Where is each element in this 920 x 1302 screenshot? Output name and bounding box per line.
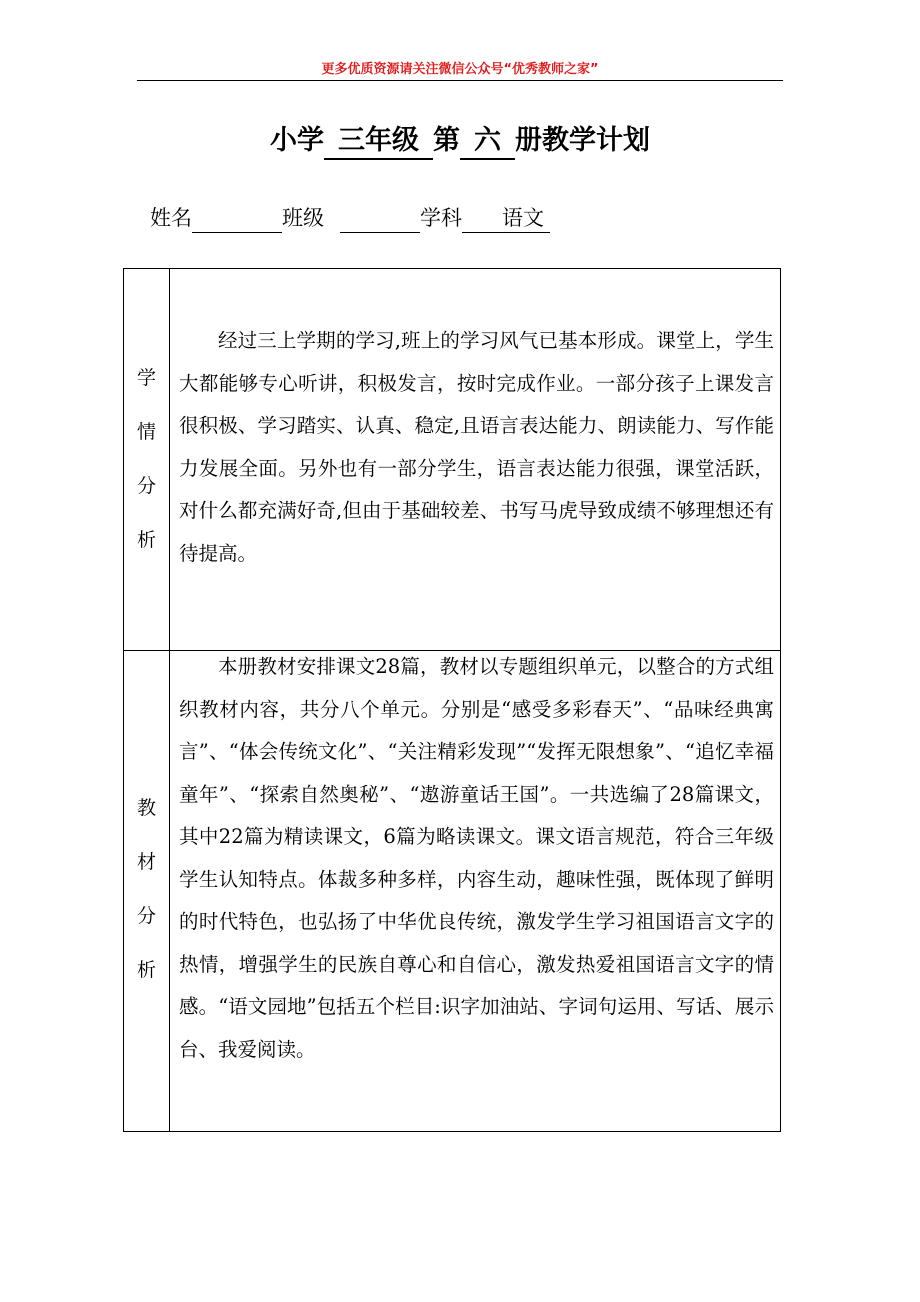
table-column-divider (169, 269, 170, 1131)
textbook-analysis-text: 本册教材安排课文28篇，教材以专题组织单元，以整合的方式组织教材内容，共分八个单元。分别是“感受多彩春天”、“品味经典寓言”、“体会传统文化”、“关注精彩发现”“发挥无限想象”、“追忆幸福童年”、“探索自然奥秘”、“遨游童话王国”。一共选编了28篇课文，其中22篇为精读课文，6篇为略读课文。课文语言规范，符合三年级学生认知特点。体裁多种多样，内容生动，趣味性强，既体现了鲜明的时代特色，也弘扬了中华优良传统，激发学生学习祖国语言文字的热情，增强学生的民族自尊心和自信心，激发热爱祖国语言文字的情感。“语文园地”包括五个栏目:识字加油站、字词句运用、写话、展示台、我爱阅读。 (179, 655, 774, 1061)
subject-label: 学科 (420, 206, 462, 230)
class-field[interactable] (340, 206, 420, 233)
subject-field[interactable]: 语文 (462, 204, 550, 233)
section-label-student-analysis: 学 情 分 析 (136, 367, 156, 551)
title-volume: 六 (460, 124, 515, 160)
title-prefix: 小学 (270, 125, 324, 156)
section-label-textbook-analysis: 教 材 分 析 (136, 797, 156, 981)
class-label: 班级 (282, 206, 324, 230)
page-title (0, 118, 920, 160)
header-divider (137, 80, 783, 81)
name-field[interactable] (192, 206, 282, 233)
header-promo-note: 更多优质资源请关注微信公众号“优秀教师之家” (321, 62, 599, 77)
info-line (150, 202, 550, 233)
title-grade: 三年级 (324, 124, 433, 160)
title-mid: 第 (433, 125, 460, 156)
name-label: 姓名 (150, 206, 192, 230)
title-suffix: 册教学计划 (515, 125, 650, 156)
plan-table (123, 268, 781, 1132)
student-analysis-text: 经过三上学期的学习,班上的学习风气已基本形成。课堂上，学生大都能够专心听讲，积极发言，按时完成作业。一部分孩子上课发言很积极、学习踏实、认真、稳定,且语言表达能力、朗读能力、写作能力发展全面。另外也有一部分学生，语言表达能力很强，课堂活跃，对什么都充满好奇,但由于基础较差、书写马虎导致成绩不够理想还有待提高。 (179, 329, 774, 565)
